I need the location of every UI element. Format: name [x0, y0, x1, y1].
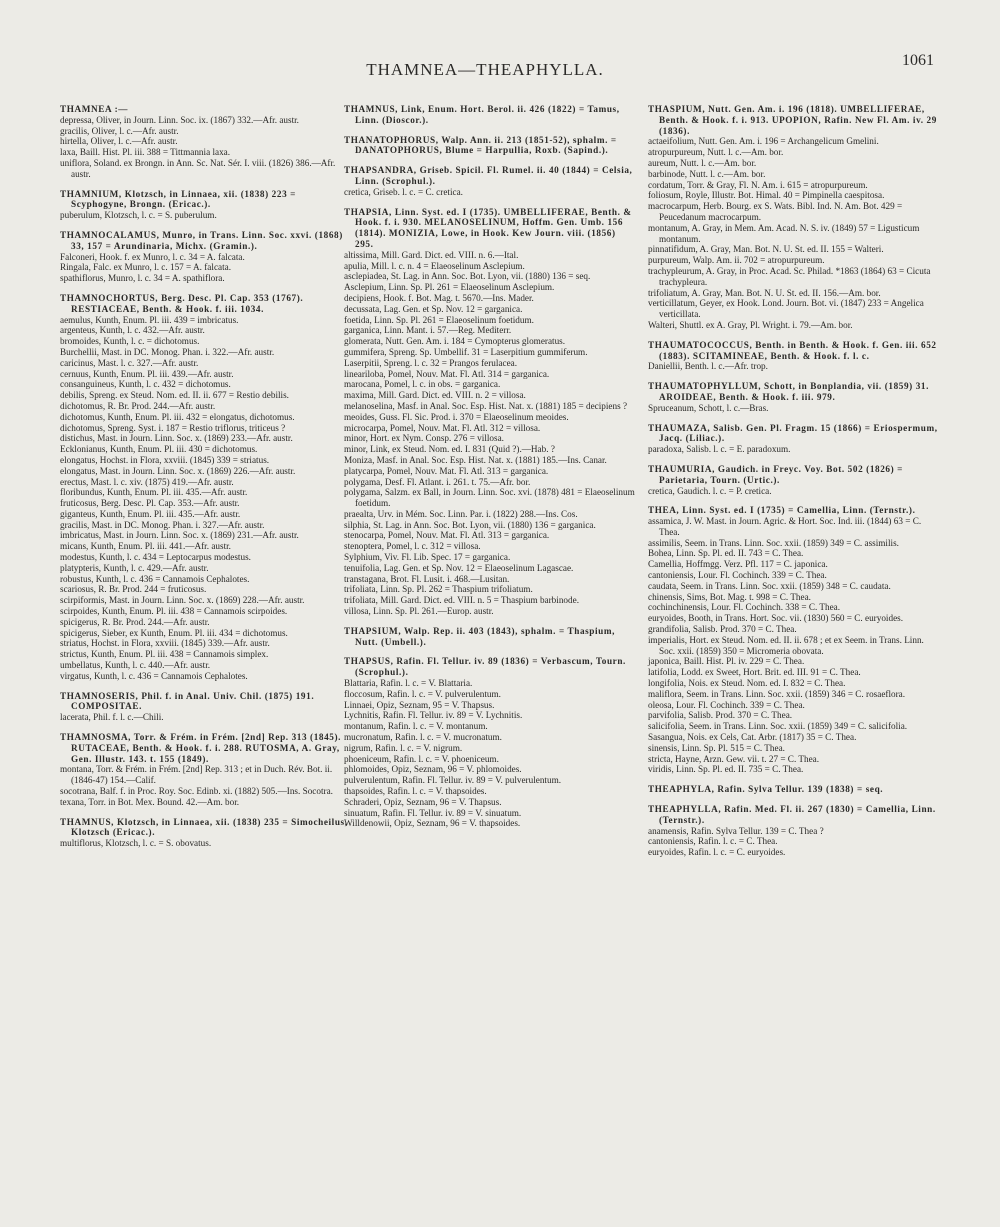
entry-line: imbricatus, Mast. in Journ. Linn. Soc. x. (1869) 231.—Afr. austr.	[60, 530, 299, 541]
entry-line: minor, Hort. ex Nym. Consp. 276 = villosa.	[344, 433, 504, 444]
genus-entry	[60, 691, 352, 723]
entry-line: fruticosus, Berg. Desc. Pl. Cap. 353.—Afr. austr.	[60, 498, 240, 509]
entry-line: longifolia, Nois. ex Steud. Nom. ed. I. 832 = C. Thea.	[648, 678, 846, 689]
entry-line: polygama, Desf. Fl. Atlant. i. 261. t. 75.—Afr. bor.	[344, 476, 531, 487]
entry-line: paradoxa, Salisb. l. c. = E. paradoxum.	[648, 444, 791, 455]
entry-line: spicigerus, Sieber, ex Kunth, Enum. Pl. iii. 434 = dichotomus.	[60, 627, 288, 638]
entry-line: verticillatum, Geyer, ex Hook. Lond. Journ. Bot. vi. (1847) 233 = Angelica verticillata.	[648, 298, 924, 320]
entry-line: Camellia, Hoffmgg. Verz. Pfl. 117 = C. japonica.	[648, 559, 828, 570]
entry-line: stricta, Hayne, Arzn. Gew. vii. t. 27 = C. Thea.	[648, 753, 820, 764]
entry-line: actaeifolium, Nutt. Gen. Am. i. 196 = Archangelicum Gmelini.	[648, 136, 879, 147]
entry-line: maliflora, Seem. in Trans. Linn. Soc. xxii. (1859) 346 = C. rosaeflora.	[648, 688, 906, 699]
entry-line: anamensis, Rafin. Sylva Tellur. 139 = C. Thea ?	[648, 825, 824, 836]
entry-line: erectus, Mast. l. c. xiv. (1875) 419.—Afr. austr.	[60, 476, 234, 487]
entry-line: Burchellii, Mast. in DC. Monog. Phan. i. 322.—Afr. austr.	[60, 346, 275, 357]
entry-heading: THAUMATOPHYLLUM, Schott, in Bonplandia, vii. (1859) 31. AROIDEAE, Benth. & Hook. f. iii. 979.	[648, 381, 930, 402]
entry-heading: THAMNOSERIS, Phil. f. in Anal. Univ. Chil. (1875) 191. COMPOSITAE.	[60, 690, 315, 712]
entry-line: altissima, Mill. Gard. Dict. ed. VIII. n. 6.—Ital.	[344, 249, 519, 260]
entry-line: viridis, Linn. Sp. Pl. ed. II. 735 = C. Thea.	[648, 764, 804, 775]
entry-line: stenocarpa, Pomel, Nouv. Mat. Fl. Atl. 313 = garganica.	[344, 530, 550, 541]
entry-line: cordatum, Torr. & Gray, Fl. N. Am. i. 615 = atropurpureum.	[648, 179, 868, 190]
entry-line: stenoptera, Pomel, l. c. 312 = villosa.	[344, 541, 481, 552]
entry-line: bromoides, Kunth, l. c. = dichotomus.	[60, 336, 200, 347]
entry-line: elongatus, Mast. in Journ. Linn. Soc. x. (1869) 226.—Afr. austr.	[60, 465, 296, 476]
entry-line: melanoselina, Masf. in Anal. Soc. Esp. Hist. Nat. x. (1881) 185 = decipiens ?	[344, 400, 628, 411]
entry-line: tenuifolia, Lag. Gen. et Sp. Nov. 12 = Elaeoselinum Lagascae.	[344, 562, 574, 573]
column-2	[344, 104, 636, 838]
entry-line: apulia, Mill. l. c. n. 4 = Elaeoselinum Asclepium.	[344, 260, 525, 271]
entry-line: macrocarpum, Herb. Bourg. ex S. Wats. Bibl. Ind. N. Am. Bot. 429 = Peucedanum macrocarpum.	[648, 201, 903, 222]
entry-line: chinensis, Sims, Bot. Mag. t. 998 = C. Thea.	[648, 591, 811, 602]
entry-line: phlomoides, Opiz, Seznam, 96 = V. phlomoides.	[344, 764, 522, 775]
entry-line: maxima, Mill. Gard. Dict. ed. VIII. n. 2 = villosa.	[344, 390, 526, 401]
entry-line: montana, Torr. & Frém. in Frém. [2nd] Rep. 313 ; et in Duch. Rév. Bot. ii. (1846-47) 154.—Calif.	[60, 764, 333, 786]
genus-entry	[648, 104, 940, 331]
entry-heading: THAMNOCHORTUS, Berg. Desc. Pl. Cap. 353 (1767). RESTIACEAE, Benth. & Hook. f. iii. 1034.	[60, 292, 304, 314]
entry-line: foetida, Linn. Sp. Pl. 261 = Elaeoselinum foetidum.	[344, 314, 534, 325]
entry-line: cantoniensis, Lour. Fl. Cochinch. 339 = C. Thea.	[648, 570, 827, 581]
entry-line: gummifera, Spreng. Sp. Umbellif. 31 = Laserpitium gummiferum.	[344, 346, 588, 357]
entry-line: euryoides, Booth, in Trans. Hort. Soc. vii. (1830) 560 = C. euryoides.	[648, 613, 904, 624]
entry-line: hirtella, Oliver, l. c.—Afr. austr.	[60, 136, 178, 147]
entry-line: parvifolia, Salisb. Prod. 370 = C. Thea.	[648, 710, 793, 721]
entry-line: sinensis, Linn. Sp. Pl. 515 = C. Thea.	[648, 742, 785, 753]
entry-line: texana, Torr. in Bot. Mex. Bound. 42.—Am. bor.	[60, 796, 240, 807]
entry-line: multiflorus, Klotzsch, l. c. = S. obovatus.	[60, 838, 212, 849]
page-title: THAMNEA—THEAPHYLLA.	[366, 60, 604, 79]
entry-line: barbinode, Nutt. l. c.—Am. bor.	[648, 168, 766, 179]
entry-line: cretica, Gaudich. l. c. = P. cretica.	[648, 485, 772, 496]
entry-line: trifoliata, Linn. Sp. Pl. 262 = Thaspium trifoliatum.	[344, 584, 533, 595]
entry-line: Willdenowii, Opiz, Seznam, 96 = V. thapsoides.	[344, 818, 521, 829]
entry-line: Moniza, Masf. in Anal. Soc. Esp. Hist. Nat. x. (1881) 185.—Ins. Canar.	[344, 454, 607, 465]
entry-line: Falconeri, Hook. f. ex Munro, l. c. 34 = A. falcata.	[60, 251, 245, 262]
entry-line: caudata, Seem. in Trans. Linn. Soc. xxii. (1859) 348 = C. caudata.	[648, 580, 891, 591]
entry-line: argenteus, Kunth, l. c. 432.—Afr. austr.	[60, 325, 205, 336]
entry-line: meoides, Guss. Fl. Sic. Prod. i. 370 = Elaeoselinum meoides.	[344, 411, 569, 422]
entry-line: transtagana, Brot. Fl. Lusit. i. 468.—Lusitan.	[344, 573, 510, 584]
entry-line: sinuatum, Rafin. Fl. Tellur. iv. 89 = V. sinuatum.	[344, 807, 522, 818]
entry-line: depressa, Oliver, in Journ. Linn. Soc. ix. (1867) 332.—Afr. austr.	[60, 114, 299, 125]
genus-entry	[60, 104, 352, 180]
entry-line: scirpiformis, Mast. in Journ. Linn. Soc. x. (1869) 228.—Afr. austr.	[60, 595, 305, 606]
entry-line: montanum, A. Gray, in Mem. Am. Acad. N. S. iv. (1849) 57 = Ligusticum montanum.	[648, 222, 920, 244]
entry-line: villosa, Linn. Sp. Pl. 261.—Europ. austr.	[344, 606, 494, 617]
entry-line: consanguineus, Kunth, l. c. 432 = dichotomus.	[60, 379, 231, 390]
genus-entry	[344, 165, 636, 197]
entry-heading: THAMNEA :—	[60, 104, 129, 114]
genus-entry	[648, 804, 940, 858]
entry-line: cochinchinensis, Lour. Fl. Cochinch. 338 = C. Thea.	[648, 602, 841, 613]
entry-heading: THANATOPHORUS, Walp. Ann. ii. 213 (1851-52), sphalm. = DANATOPHORUS, Blume = Harpullia, Roxb. (Sapind.).	[344, 134, 617, 156]
entry-line: aureum, Nutt. l. c.—Am. bor.	[648, 157, 757, 168]
entry-line: dichotomus, R. Br. Prod. 244.—Afr. austr.	[60, 400, 216, 411]
entry-line: cantoniensis, Rafin. l. c. = C. Thea.	[648, 836, 778, 847]
column-3	[648, 104, 940, 867]
entry-line: Ecklonianus, Kunth, Enum. Pl. iii. 430 = dichotomus.	[60, 444, 258, 455]
entry-line: microcarpa, Pomel, Nouv. Mat. Fl. Atl. 312 = villosa.	[344, 422, 541, 433]
page-number: 1061	[902, 52, 934, 69]
entry-line: montanum, Rafin. l. c. = V. montanum.	[344, 721, 488, 732]
entry-line: uniflora, Soland. ex Brongn. in Ann. Sc. Nat. Sér. I. viii. (1826) 386.—Afr. austr.	[60, 157, 336, 179]
entry-line: socotrana, Balf. f. in Proc. Roy. Soc. Edinb. xi. (1882) 505.—Ins. Socotra.	[60, 786, 333, 797]
entry-line: trachypleurum, A. Gray, in Proc. Acad. Sc. Philad. *1863 (1864) 63 = Cicuta trachypleura.	[648, 265, 931, 287]
entry-line: strictus, Kunth, Enum. Pl. iii. 438 = Cannamois simplex.	[60, 649, 269, 660]
genus-entry	[648, 340, 940, 372]
entry-line: dichotomus, Spreng. Syst. i. 187 = Restio triflorus, triticeus ?	[60, 422, 286, 433]
entry-heading: THAPSANDRA, Griseb. Spicil. Fl. Rumel. ii. 40 (1844) = Celsia, Linn. (Scrophul.).	[344, 165, 633, 186]
entry-line: garganica, Linn. Mant. i. 57.—Reg. Mediterr.	[344, 325, 512, 336]
entry-line: Lychnitis, Rafin. Fl. Tellur. iv. 89 = V. Lychnitis.	[344, 710, 523, 721]
entry-heading: THAMNIUM, Klotzsch, in Linnaea, xii. (1838) 223 = Scyphogyne, Brongn. (Ericac.).	[60, 188, 296, 210]
entry-line: striatus, Hochst. in Flora, xxviii. (1845) 339.—Afr. austr.	[60, 638, 270, 649]
entry-heading: THAMNUS, Klotzsch, in Linnaea, xii. (1838) 235 = Simocheilus, Klotzsch (Ericac.).	[60, 816, 348, 838]
entry-line: dichotomus, Kunth, Enum. Pl. iii. 432 = elongatus, dichotomus.	[60, 411, 295, 422]
entry-line: debilis, Spreng. ex Steud. Nom. ed. II. ii. 677 = Restio debilis.	[60, 390, 289, 401]
entry-line: thapsoides, Rafin. l. c. = V. thapsoides.	[344, 786, 487, 797]
entry-line: Asclepium, Linn. Sp. Pl. 261 = Elaeoselinum Asclepium.	[344, 282, 555, 293]
entry-line: robustus, Kunth, l. c. 436 = Cannamois Cephalotes.	[60, 573, 250, 584]
entry-line: decipiens, Hook. f. Bot. Mag. t. 5670.—Ins. Mader.	[344, 292, 534, 303]
entry-heading: THAMNOSMA, Torr. & Frém. in Frém. [2nd] Rep. 313 (1845). RUTACEAE, Benth. & Hook. f. i. 288. RUTOSMA, A. Gray, Gen. Illustr. 143. t. 155 (1849).	[60, 732, 342, 764]
entry-line: Walteri, Shuttl. ex A. Gray, Pl. Wright. i. 79.—Am. bor.	[648, 319, 853, 330]
genus-entry	[648, 423, 940, 455]
genus-entry	[648, 464, 940, 496]
genus-entry	[344, 104, 636, 126]
entry-line: trifoliata, Mill. Gard. Dict. ed. VIII. n. 5 = Thaspium barbinode.	[344, 595, 579, 606]
entry-line: purpureum, Walp. Am. ii. 702 = atropurpureum.	[648, 255, 825, 266]
genus-entry	[344, 656, 636, 829]
entry-line: pinnatifidum, A. Gray, Man. Bot. N. U. St. ed. II. 155 = Walteri.	[648, 244, 884, 255]
entry-line: foliosum, Royle, Illustr. Bot. Himal. 40 = Pimpinella caespitosa.	[648, 190, 885, 201]
entry-heading: THAMNUS, Link, Enum. Hort. Berol. ii. 426 (1822) = Tamus, Linn. (Dioscor.).	[344, 104, 620, 125]
entry-line: Sylphium, Viv. Fl. Lib. Spec. 17 = garganica.	[344, 552, 511, 563]
genus-entry	[344, 207, 636, 617]
entry-heading: THAPSIUM, Walp. Rep. ii. 403 (1843), sphalm. = Thaspium, Nutt. (Umbell.).	[344, 625, 616, 647]
entry-line: platypteris, Kunth, l. c. 429.—Afr. austr.	[60, 562, 209, 573]
genus-entry	[60, 293, 352, 682]
entry-line: assimilis, Seem. in Trans. Linn. Soc. xxii. (1859) 349 = C. assimilis.	[648, 537, 899, 548]
entry-line: spicigerus, R. Br. Prod. 244.—Afr. austr.	[60, 616, 210, 627]
entry-line: decussata, Lag. Gen. et Sp. Nov. 12 = garganica.	[344, 303, 523, 314]
genus-entry	[60, 189, 352, 221]
entry-line: Blattaria, Rafin. l. c. = V. Blattaria.	[344, 678, 473, 689]
entry-line: puberulum, Klotzsch, l. c. = S. puberulum.	[60, 210, 217, 221]
entry-line: silphia, St. Lag. in Ann. Soc. Bot. Lyon, vii. (1880) 136 = garganica.	[344, 519, 596, 530]
entry-line: assamica, J. W. Mast. in Journ. Agric. & Hort. Soc. Ind. iii. (1844) 63 = C. Thea.	[648, 516, 922, 537]
entry-line: modestus, Kunth, l. c. 434 = Leptocarpus modestus.	[60, 552, 251, 563]
entry-line: floccosum, Rafin. l. c. = V. pulverulentum.	[344, 688, 501, 699]
entry-line: cretica, Griseb. l. c. = C. cretica.	[344, 186, 463, 197]
entry-heading: THAUMAZA, Salisb. Gen. Pl. Fragm. 15 (1866) = Eriospermum, Jacq. (Liliac.).	[648, 422, 938, 444]
entry-line: japonica, Baill. Hist. Pl. iv. 229 = C. Thea.	[648, 656, 805, 667]
entry-heading: THAUMURIA, Gaudich. in Freyc. Voy. Bot. 502 (1826) = Parietaria, Tourn. (Urtic.).	[648, 463, 903, 485]
entry-line: latifolia, Lodd. ex Sweet, Hort. Brit. ed. III. 91 = C. Thea.	[648, 667, 861, 678]
genus-entry	[648, 505, 940, 775]
entry-line: Laserpitii, Spreng. l. c. 32 = Prangos ferulacea.	[344, 357, 518, 368]
entry-line: pulverulentum, Rafin. Fl. Tellur. iv. 89 = V. pulverulentum.	[344, 775, 562, 786]
entry-line: Bohea, Linn. Sp. Pl. ed. II. 743 = C. Thea.	[648, 548, 804, 559]
entry-heading: THAPSIA, Linn. Syst. ed. I (1735). UMBELLIFERAE, Benth. & Hook. f. i. 930. MELANOSELINUM, Hoffm. Gen. Umb. 156 (1814). MONIZIA, Lowe, in Hook. Kew Journ. viii. (1856) 295.	[344, 206, 632, 249]
entry-line: Schraderi, Opiz, Seznam, 96 = V. Thapsus.	[344, 796, 502, 807]
genus-entry	[60, 230, 352, 284]
entry-line: Spruceanum, Schott, l. c.—Bras.	[648, 402, 769, 413]
entry-line: giganteus, Kunth, Enum. Pl. iii. 435.—Afr. austr.	[60, 508, 241, 519]
entry-line: praealta, Urv. in Mém. Soc. Linn. Par. i. (1822) 288.—Ins. Cos.	[344, 508, 578, 519]
entry-line: gracilis, Mast. in DC. Monog. Phan. i. 327.—Afr. austr.	[60, 519, 265, 530]
entry-line: umbellatus, Kunth, l. c. 440.—Afr. austr.	[60, 660, 211, 671]
entry-line: platycarpa, Pomel, Nouv. Mat. Fl. Atl. 313 = garganica.	[344, 465, 549, 476]
genus-entry	[60, 817, 352, 849]
entry-line: euryoides, Rafin. l. c. = C. euryoides.	[648, 847, 786, 858]
genus-entry	[344, 626, 636, 648]
entry-line: micans, Kunth, Enum. Pl. iii. 441.—Afr. austr.	[60, 541, 231, 552]
entry-line: gracilis, Oliver, l. c.—Afr. austr.	[60, 125, 179, 136]
entry-line: glomerata, Nutt. Gen. Am. i. 184 = Cymopterus glomeratus.	[344, 336, 566, 347]
entry-line: distichus, Mast. in Journ. Linn. Soc. x. (1869) 233.—Afr. austr.	[60, 433, 293, 444]
entry-line: asclepiadea, St. Lag. in Ann. Soc. Bot. Lyon, vii. (1880) 136 = seq.	[344, 271, 591, 282]
entry-heading: THEAPHYLA, Rafin. Sylva Tellur. 139 (1838) = seq.	[648, 784, 884, 795]
entry-heading: THASPIUM, Nutt. Gen. Am. i. 196 (1818). UMBELLIFERAE, Benth. & Hook. f. i. 913. UPOPION, Rafin. New Fl. Am. iv. 29 (1836).	[648, 104, 937, 136]
entry-heading: THEA, Linn. Syst. ed. I (1735) = Camellia, Linn. (Ternstr.).	[648, 505, 916, 516]
entry-line: spathiflorus, Munro, l. c. 34 = A. spathiflora.	[60, 273, 225, 284]
entry-line: imperialis, Hort. ex Steud. Nom. ed. II. ii. 678 ; et ex Seem. in Trans. Linn. Soc. xxii. (1859) 350 = Micromeria obovata.	[648, 634, 924, 656]
entry-line: nigrum, Rafin. l. c. = V. nigrum.	[344, 742, 463, 753]
entry-line: phoeniceum, Rafin. l. c. = V. phoeniceum.	[344, 753, 499, 764]
genus-entry	[648, 784, 940, 795]
entry-heading: THEAPHYLLA, Rafin. Med. Fl. ii. 267 (1830) = Camellia, Linn. (Ternstr.).	[648, 804, 936, 825]
entry-line: scirpoides, Kunth, Enum. Pl. iii. 438 = Cannamois scirpoides.	[60, 606, 288, 617]
entry-line: mucronatum, Rafin. l. c. = V. mucronatum.	[344, 732, 502, 743]
entry-line: atropurpureum, Nutt. l. c.—Am. bor.	[648, 147, 784, 158]
entry-line: Linnaei, Opiz, Seznam, 95 = V. Thapsus.	[344, 699, 495, 710]
entry-line: trifoliatum, A. Gray, Man. Bot. N. U. St. ed. II. 156.—Am. bor.	[648, 287, 881, 298]
entry-line: grandifolia, Salisb. Prod. 370 = C. Thea.	[648, 624, 797, 635]
entry-line: cernuus, Kunth, Enum. Pl. iii. 439.—Afr. austr.	[60, 368, 234, 379]
entry-line: oleosa, Lour. Fl. Cochinch. 339 = C. Thea.	[648, 699, 805, 710]
entry-line: Sasangua, Nois. ex Cels, Cat. Arbr. (1817) 35 = C. Thea.	[648, 732, 857, 743]
entry-line: laxa, Baill. Hist. Pl. iii. 388 = Tittmannia laxa.	[60, 147, 231, 158]
entry-line: caricinus, Mast. l. c. 327.—Afr. austr.	[60, 357, 199, 368]
genus-entry	[60, 732, 352, 808]
entry-line: minor, Link, ex Steud. Nom. ed. I. 831 (Quid ?).—Hab. ?	[344, 444, 555, 455]
entry-line: virgatus, Kunth, l. c. 436 = Cannamois Cephalotes.	[60, 670, 248, 681]
entry-line: scariosus, R. Br. Prod. 244 = fruticosus.	[60, 584, 207, 595]
entry-line: lineariloba, Pomel, Nouv. Mat. Fl. Atl. 314 = garganica.	[344, 368, 550, 379]
entry-heading: THAMNOCALAMUS, Munro, in Trans. Linn. Soc. xxvi. (1868) 33, 157 = Arundinaria, Michx. (Gramin.).	[60, 229, 343, 251]
entry-heading: THAUMATOCOCCUS, Benth. in Benth. & Hook. f. Gen. iii. 652 (1883). SCITAMINEAE, Benth. & Hook. f. l. c.	[648, 339, 937, 361]
entry-line: salicifolia, Seem. in Trans. Linn. Soc. xxii. (1859) 349 = C. salicifolia.	[648, 721, 908, 732]
entry-line: marocana, Pomel, l. c. in obs. = garganica.	[344, 379, 501, 390]
entry-heading: THAPSUS, Rafin. Fl. Tellur. iv. 89 (1836) = Verbascum, Tourn. (Scrophul.).	[344, 656, 626, 678]
entry-line: Daniellii, Benth. l. c.—Afr. trop.	[648, 361, 768, 372]
entry-line: lacerata, Phil. f. l. c.—Chili.	[60, 712, 164, 723]
entry-line: floribundus, Kunth, Enum. Pl. iii. 435.—Afr. austr.	[60, 487, 248, 498]
entry-line: elongatus, Hochst. in Flora, xxviii. (1845) 339 = striatus.	[60, 454, 270, 465]
entry-line: Ringala, Falc. ex Munro, l. c. 157 = A. falcata.	[60, 262, 232, 273]
genus-entry	[648, 381, 940, 413]
genus-entry	[344, 135, 636, 157]
entry-line: polygama, Salzm. ex Ball, in Journ. Linn. Soc. xvi. (1878) 481 = Elaeoselinum foetidum.	[344, 487, 635, 509]
entry-line: aemulus, Kunth, Enum. Pl. iii. 439 = imbricatus.	[60, 314, 239, 325]
column-1	[60, 104, 352, 858]
